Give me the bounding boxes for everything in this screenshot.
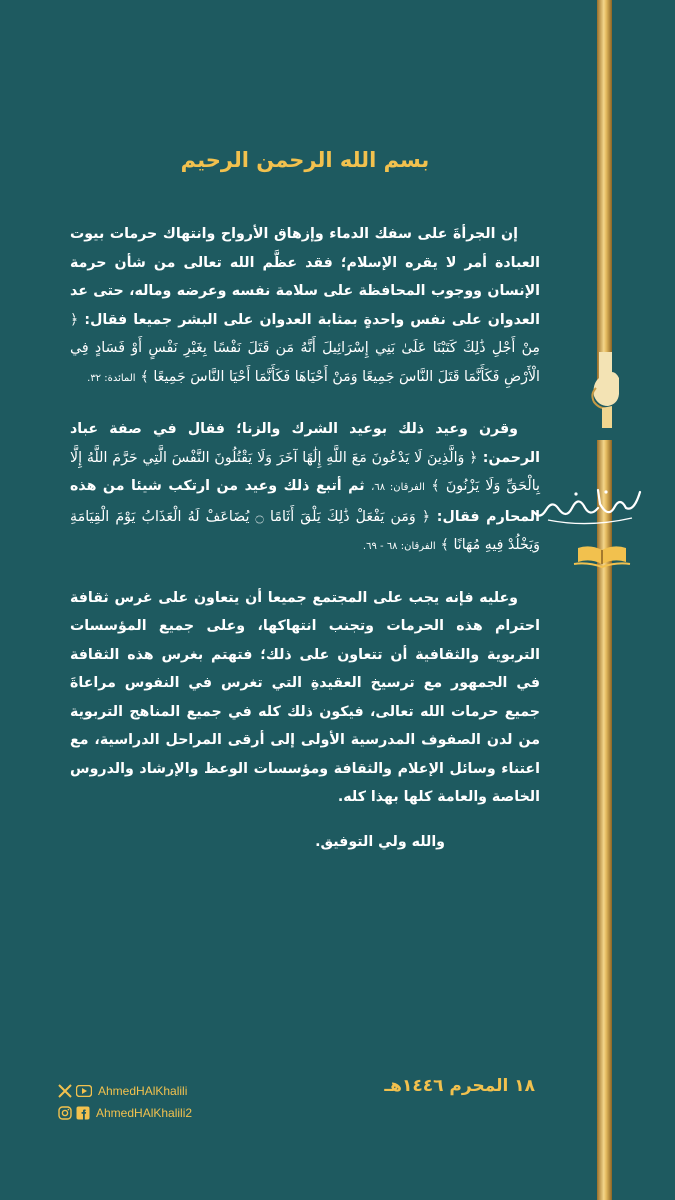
hijri-date: ١٨ المحرم ١٤٤٦هـ [384, 1076, 535, 1096]
paragraph-2-text: وقرن وعيد ذلك بوعيد الشرك والزنا؛ فقال في صفة عباد الرحمن: [70, 421, 541, 466]
social-handle-2[interactable]: AhmedHAlKhalili2 [96, 1106, 193, 1120]
social-row-2 [58, 1102, 192, 1124]
paragraph-2-middle: ثم أتبع ذلك وعيد من ارتكب شيئا من هذه المحارم فقال: [70, 478, 540, 525]
basmala-heading: بسم الله الرحمن الرحيم [180, 148, 430, 172]
main-content [70, 148, 540, 850]
closing-line: والله ولي التوفيق. [315, 833, 445, 850]
gold-vertical-bar [597, 0, 612, 1200]
quran-quote-1: ﴿ مِنْ أَجْلِ ذَٰلِكَ كَتَبْنَا عَلَىٰ بَنِي إِسْرَائِيلَ أَنَّهُ مَن قَتَلَ نَفْسًا بِغَيْرِ نَفْسٍ أَوْ فَسَادٍ فِي الْأَرْضِ فَكَأَنَّمَا قَتَلَ النَّاسَ جَمِيعًا وَمَنْ أَحْيَاهَا فَكَأَنَّمَا أَحْيَا النَّاسَ جَمِيعًا ﴾ [70, 311, 540, 385]
quran-quote-3: ﴿ وَمَن يَفْعَلْ ذَٰلِكَ يَلْقَ أَثَامًا ۝ يُضَاعَفْ لَهُ الْعَذَابُ يَوْمَ الْقِيَامَةِ وَيَخْلُدْ فِيهِ مُهَانًا ﴾ [70, 508, 540, 553]
youtube-icon[interactable] [76, 1085, 92, 1097]
paragraph-1-text: إن الجرأةَ على سفك الدماء وإزهاق الأرواح وانتهاك حرمات بيوت العبادة أمر لا يقره الإسلام؛ فقد عظَّم الله تعالى من شأن حرمة الإنسان ووجوب المحافظة على سلامة نفسه وعرضه وماله، حتى عد العدوان على نفس واحدةٍ بمثابة العدوان على البشر جميعا فقال: [70, 226, 540, 328]
paragraph-1 [70, 220, 540, 393]
quran-reference-1: المائدة: ٣٢. [87, 372, 136, 384]
paragraph-2 [70, 415, 540, 562]
quran-quote-2: ﴿ وَالَّذِينَ لَا يَدْعُونَ مَعَ اللَّهِ إِلَٰهًا آخَرَ وَلَا يَقْتُلُونَ النَّفْسَ الَّتِي حَرَّمَ اللَّهُ إِلَّا بِالْحَقِّ وَلَا يَزْنُونَ ﴾ [70, 449, 541, 494]
facebook-icon[interactable] [76, 1106, 90, 1120]
instagram-icon[interactable] [58, 1106, 72, 1120]
paragraph-3: وعليه فإنه يجب على المجتمع جميعا أن يتعاون على غرس ثقافة احترام هذه الحرمات وتجنب انتهاكها، وعلى جميع المؤسسات التربوية والثقافية أن تتعاون على ذلك؛ فتهتم بغرس هذه الثقافة في الجمهور مع ترسيخ العقيدةِ التي تغرس في النفوس مراعاةَ جميع حرمات الله تعالى، فيكون ذلك كله في جميع المناهج التربوية من لدن الصفوف المدرسية الأولى إلى أرقى المراحل الدراسية، مع اعتناء وسائل الإعلام والثقافة ومؤسسات الوعظ والإرشاد والدروس الخاصة والعامة كلها بهذا كله. [70, 589, 540, 805]
clasped-hands-icon [586, 348, 626, 428]
social-handles [58, 1080, 192, 1124]
open-book-icon [572, 540, 632, 568]
signature-image [528, 478, 648, 534]
social-row-1 [58, 1080, 192, 1102]
quran-reference-2: الفرقان: ٦٨، [371, 482, 425, 493]
quran-reference-3: الفرقان: ٦٨ - ٦٩. [362, 541, 436, 552]
social-handle-1[interactable]: AhmedHAlKhalili [98, 1084, 188, 1098]
x-logo-icon[interactable] [58, 1084, 72, 1098]
